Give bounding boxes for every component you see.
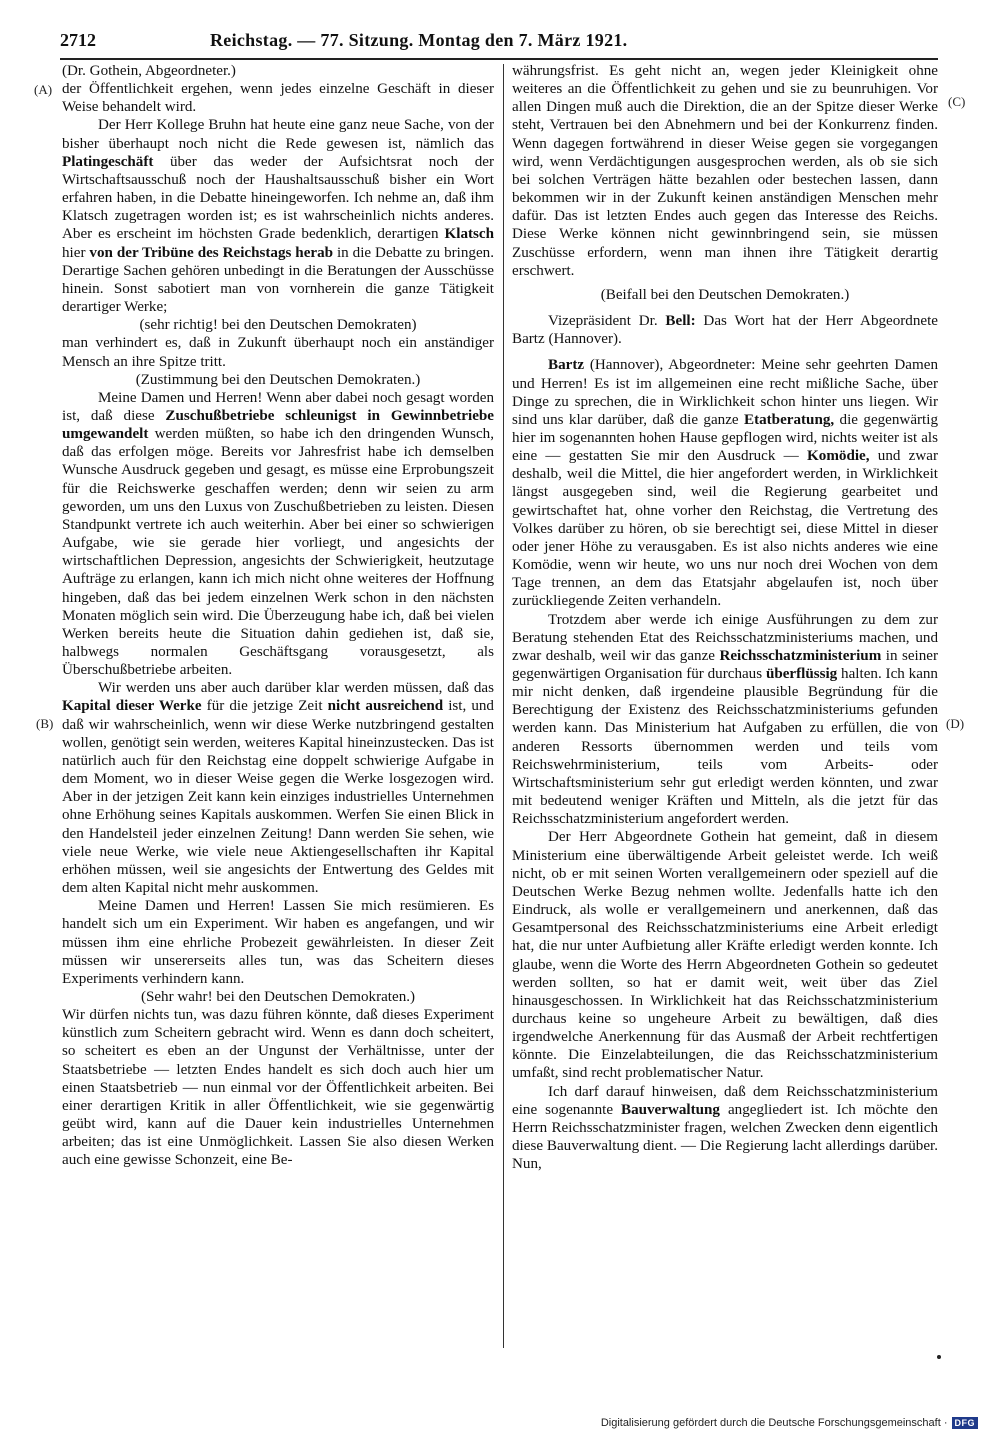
left-column xyxy=(62,62,494,1170)
emphasis: Komödie, xyxy=(807,448,870,465)
emphasis: nicht ausreichend xyxy=(327,698,444,715)
footer-credit: Digitalisierung gefördert durch die Deutsche Forschungsgemeinschaft · xyxy=(600,1417,948,1429)
paragraph: Der Herr Kollege Bruhn hat heute eine ganz neue Sache, von der bisher überhaupt noch nicht die Rede gewesen ist, nämlich das Platingeschäft über das weder der Aufsichtsrat noch der Wirtschaftsausschuß noch der Haushaltsausschuß bisher ein Wort erfahren haben, in die Debatte hineingeworfen. Ich nehme an, daß ihm Klatsch zugetragen worden ist; es ist wahrscheinlich nichts anderes. Aber es erscheint im höchsten Grade bedenklich, derartigen Klatsch hier von der Tribüne des Reichstags herab in die Debatte zu bringen. Derartige Sachen gehören unbedingt in die Beratungen der Ausschüsse hinein. Sonst sabotiert man von vornherein die ganze Tätigkeit derartiger Werke; xyxy=(62,117,494,316)
print-mark xyxy=(937,1355,941,1359)
right-column xyxy=(512,62,938,1173)
header-rule xyxy=(60,58,938,60)
emphasis: Klatsch xyxy=(444,226,494,243)
emphasis: von der Tribüne des Reichstags herab xyxy=(89,244,334,261)
interjection: (Sehr wahr! bei den Deutschen Demokraten.) xyxy=(140,988,416,1005)
paragraph: Der Herr Abgeordnete Gothein hat gemeint, daß in diesem Ministerium eine überwältigende Arbeit geleistet werde. Ich weiß nicht, ob er mit seinen Worten verallgemeinern oder speziell auf die Deutschen Werke Bezug nehmen wollte. Jedenfalls hatte ich den Eindruck, als wolle er verallgemeinern und anerkennen, daß das Gesamtpersonal des Reichsschatzministeriums eine Arbeit erledigt hat, die nur unter Aufbietung aller Kräfte erledigt werden konnte. Ich glaube, wenn die Worte des Herrn Abgeordneten Gothein so gedeutet werden sollten, so hat er damit weit, weit über das Ziel hinausgeschossen. In Wirklichkeit hat das Reichsschatzministerium durchaus keine so ungeheure Arbeit zu bewältigen, daß dies irgendwelche Anerkennung für das Ausmaß der Arbeit rechtfertigen könnte. Die Einzelabteilungen, die das Reichsschatzministerium umfaßt, sind recht problematischer Natur. xyxy=(512,829,938,1082)
page-title: Reichstag. — 77. Sitzung. Montag den 7. März 1921. xyxy=(210,30,628,50)
emphasis: Etatberatung, xyxy=(744,411,835,428)
paragraph: währungsfrist. Es geht nicht an, wegen jeder Kleinigkeit ohne weiteres an die Öffentlichkeit zu gehen und sie zu beunruhigen. Vor allen Dingen muß auch die Direktion, die an der Spitze dieser Werke steht, Vertrauen bei den Abnehmern und bei der Konkurrenz finden. Wenn dagegen fortwährend in dieser Weise gegen sie vorgegangen wird, wenn Verdächtigungen ausgesprochen werden, als ob sie sich bei solchen Verträgen hätte bezahlen oder bestechen lassen, dann bekommen wir in der Zukunft keinen anständigen Menschen mehr dafür. Das ist letzten Endes auch gegen das Interesse des Reichs. Diese Werke können nicht gewinnbringend sein, sie müssen Zuschüsse erfordern, wenn man ihnen ihre Tätigkeit derartig erschwert. xyxy=(512,63,938,279)
emphasis: Bauverwaltung xyxy=(621,1101,720,1118)
footer xyxy=(601,1416,978,1430)
margin-marker-c: (C) xyxy=(948,94,966,109)
emphasis: Kapital dieser Werke xyxy=(62,698,202,715)
emphasis: überflüssig xyxy=(765,666,838,682)
emphasis: Platingeschäft xyxy=(62,153,154,170)
paragraph: Wir dürfen nichts tun, was dazu führen könnte, daß dieses Experiment künstlich zum Scheitern gebracht wird. Wenn es dann doch scheitert, so scheitert es eben an der Ungunst der Verhältnisse, unter der Staatsbetriebe — letzten Endes handelt es sich doch auch hier um einen Staatsbetrieb — nun einmal vor der Öffentlichkeit arbeiten. Bei einer derartigen Kritik in aller Öffentlichkeit, wie sie gegenwärtig geübt wird, kann auf die Dauer kein industrielles Unternehmen arbeiten; das ist eine Unmöglichkeit. Lassen Sie also diesen Werken auch eine gewisse Schonzeit, eine Be- xyxy=(62,1007,494,1169)
column-divider xyxy=(503,64,504,1348)
page-header xyxy=(60,30,938,56)
margin-marker-d: (D) xyxy=(946,716,965,731)
paragraph: der Öffentlichkeit ergehen, wenn jedes einzelne Geschäft in dieser Weise behandelt wird. xyxy=(62,81,494,116)
speaker-note: (Dr. Gothein, Abgeordneter.) xyxy=(62,63,236,79)
vice-president-remark: Vizepräsident Dr. Bell: Das Wort hat der Herr Abgeordnete Bartz (Hannover). xyxy=(512,313,938,348)
speaker-name: Bell: xyxy=(665,313,696,330)
dfg-logo: DFG xyxy=(952,1417,979,1429)
interjection: (Beifall bei den Deutschen Demokraten.) xyxy=(600,286,850,303)
page-number: 2712 xyxy=(60,30,96,50)
paragraph: Ich darf darauf hinweisen, daß dem Reichsschatzministerium eine sogenannte Bauverwaltung angegliedert ist. Ich möchte den Herrn Reichsschatzminister fragen, welchen Zwecken denn eigentlich diese Bauverwaltung dient. — Die Regierung lacht allerdings darüber. Nun, xyxy=(512,1083,938,1173)
paragraph: Wir werden uns aber auch darüber klar werden müssen, daß das Kapital dieser Werke für die jetzige Zeit nicht ausreichend ist, und daß wir wahrscheinlich, wenn wir diese Werke nutzbringend gestalten wollen, genötigt sein werden, weiteres Kapital hineinzustecken. Das ist natürlich auch für den Reichstag eine doppelt schwierige Aufgabe in dem Moment, wo in dieser Weise gegen die Werke losgezogen wird. Aber in der jetzigen Zeit kann kein einziges industrielles Unternehmen ohne Erhöhung seines Kapitals auskommen. Werfen Sie einen Blick in den Handelsteil jeder einzelnen Zeitung! Dann werden Sie sehen, wie viele neue Werke, wie viele neue Aktiengesellschaften ihr Kapital erhöhen müssen, weil sie angesichts der Entwertung des Geldes mit dem alten Kapital nicht mehr auskommen. xyxy=(62,680,494,897)
interjection: (Zustimmung bei den Deutschen Demokraten.) xyxy=(135,371,421,388)
speaker-name: Bartz xyxy=(548,357,585,374)
paragraph: Meine Damen und Herren! Lassen Sie mich resümieren. Es handelt sich um ein Experiment. Wir haben es angefangen, und wir müssen ihm eine ehrliche Probezeit gewährleisten. In dieser Zeit müssen wir unsererseits alles tun, was das Scheitern dieses Experiments verhindern kann. xyxy=(62,898,494,987)
paragraph: man verhindert es, daß in Zukunft überhaupt noch ein anständiger Mensch an ihre Spitze tritt. xyxy=(62,335,494,370)
margin-marker-a: (A) xyxy=(34,82,53,97)
paragraph: Trotzdem aber werde ich einige Ausführungen zu dem zur Beratung stehenden Etat des Reichsschatzministeriums machen, und zwar deshalb, weil wir das ganze Reichsschatzministerium in seiner gegenwärtigen Organisation für durchaus überflüssig halten. Ich kann mir nicht denken, daß irgendeine plausible Begründung für die Berechtigung der Existenz des Reichsschatzministeriums gefunden werden kann. Das Ministerium hat Aufgaben zu erfüllen, die von anderen Ressorts übernommen werden und teils vom Reichswehrministerium, teils vom Arbeits- oder Wirtschaftsministerium sehr gut erledigt werden könnten, und zwar mit bedeutend weniger Kräften und Mitteln, als die jetzt für das Reichsschatzministerium angefordert werden. xyxy=(512,611,939,828)
paragraph: Meine Damen und Herren! Wenn aber dabei noch gesagt worden ist, daß diese Zuschußbetriebe schleunigst in Gewinnbetriebe umgewandelt werden müßten, so habe ich den dringenden Wunsch, daß das erfolgen möge. Bereits vor Jahresfrist habe ich demselben Wunsche Ausdruck gegeben und gesagt, es müsse eine Erprobungszeit für die Reichswerke geschaffen werden; denn wir seien zu arm geworden, um uns den Luxus von Zuschußbetrieben zu leisten. Diesen Standpunkt vertrete ich auch weiterhin. Aber bei einer so schwierigen Aufgabe, wie sie gerade hier vorliegt, und angesichts der wirtschaftlichen Depression, angesichts der Schwierigkeit, heutzutage Aufträge zu erlangen, kann ich mich nicht ohne weiteres der Hoffnung hingeben, daß das bei jedem einzelnen Werk schon in den nächsten Monaten möglich sein wird. Die Überzeugung habe ich, daß bei vielen Werken bereits heute die Situation dahin gediehen ist, daß sie, halbwegs normalen Geschäftsgang vorausgesetzt, als Überschußbetriebe arbeiten. xyxy=(62,389,494,679)
emphasis: Zuschußbetriebe schleunigst in Gewinnbetriebe umgewandelt xyxy=(62,407,494,443)
speech-opening: Bartz (Hannover), Abgeordneter: Meine sehr geehrten Damen und Herren! Es ist im allgemeinen eine recht mißliche Sache, über Dinge zu sprechen, die in Wirklichkeit schon hinter uns liegen. Wir sind uns klar darüber, daß die ganze Etatberatung, die gegenwärtig hier im sogenannten hohen Hause gepflogen wird, nichts weiter ist als eine — gestatten Sie mir den Ausdruck — Komödie, und zwar deshalb, weil die Mittel, die hier angefordert werden, in Wirklichkeit längst ausgegeben sind, weil die Regierung gearbeitet und gewirtschaftet hat, ohne vorher den Reichstag, die Vertretung des Volkes darüber zu hören, ob sie berechtigt sei, diese Mittel in dieser oder jener Höhe zu verausgaben. Es ist also nichts anderes wie eine Komödie, wenn wir heute, wo uns nur noch drei Wochen von dem Tage trennen, an dem das Etatsjahr abgelaufen ist, noch über zurückliegende Zeiten verhandeln. xyxy=(512,357,939,610)
emphasis: Reichsschatzministerium xyxy=(719,647,882,664)
interjection: (sehr richtig! bei den Deutschen Demokraten) xyxy=(139,317,417,334)
margin-marker-b: (B) xyxy=(36,716,54,731)
